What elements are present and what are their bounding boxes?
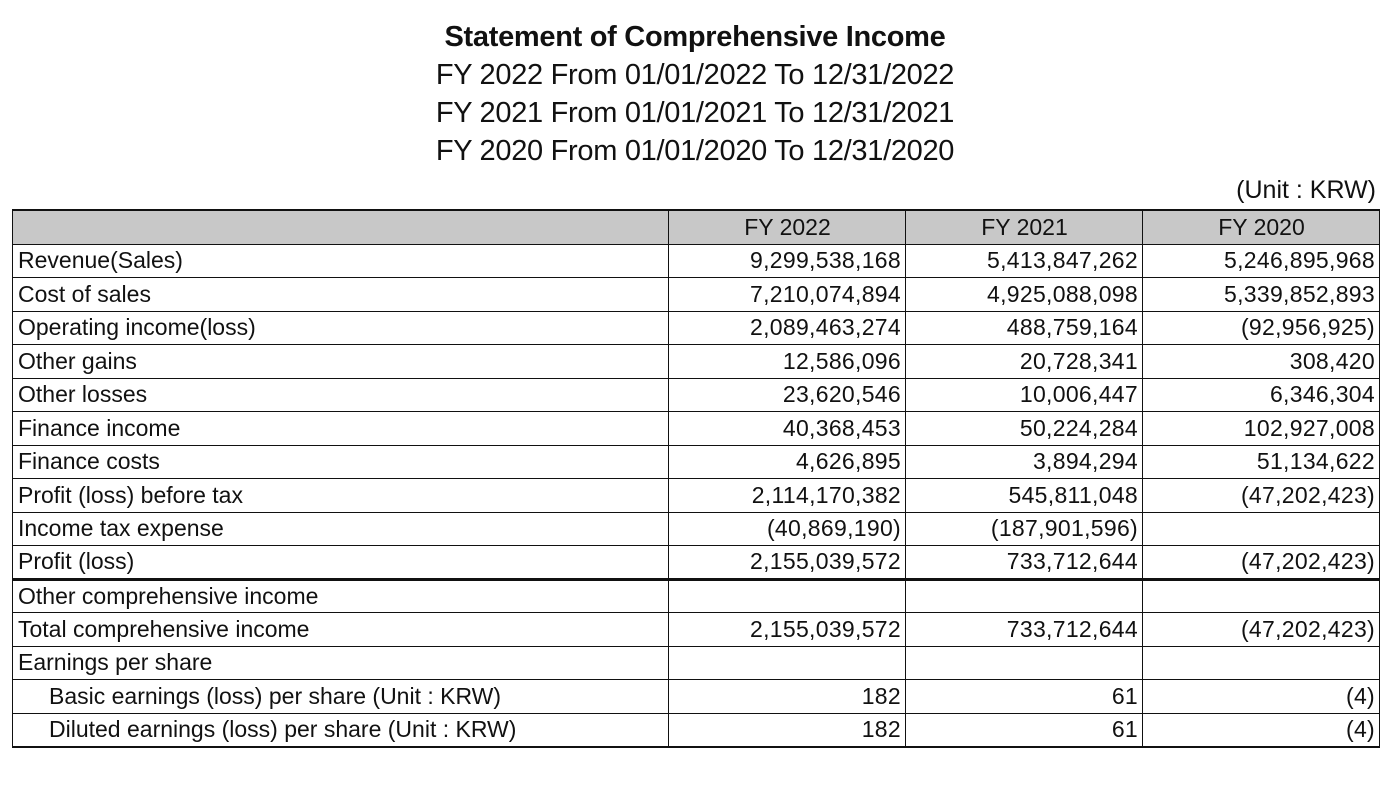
value-fy2020: (4): [1143, 680, 1380, 714]
value-fy2020: 5,339,852,893: [1143, 278, 1380, 312]
table-row: [13, 311, 1380, 345]
statement-header: [0, 18, 1390, 170]
column-header-fy2021: FY 2021: [906, 210, 1143, 244]
value-fy2021: 733,712,644: [906, 613, 1143, 647]
value-fy2022: 23,620,546: [669, 378, 906, 412]
value-fy2020: 6,346,304: [1143, 378, 1380, 412]
value-fy2022: 7,210,074,894: [669, 278, 906, 312]
table-row: [13, 244, 1380, 278]
value-fy2021: 61: [906, 680, 1143, 714]
value-fy2020: (4): [1143, 713, 1380, 747]
statement-title: Statement of Comprehensive Income: [444, 21, 946, 53]
row-label: Finance income: [13, 412, 669, 446]
table-row: [13, 713, 1380, 747]
value-fy2020: (47,202,423): [1143, 546, 1380, 580]
table-row: [13, 646, 1380, 680]
row-label: Finance costs: [13, 445, 669, 479]
unit-label: (Unit : KRW): [1236, 176, 1376, 204]
value-fy2021: 3,894,294: [906, 445, 1143, 479]
value-fy2020: 308,420: [1143, 345, 1380, 379]
row-label: Other comprehensive income: [13, 579, 669, 613]
value-fy2021: 20,728,341: [906, 345, 1143, 379]
table-header-row: [13, 210, 1380, 244]
row-label: Basic earnings (loss) per share (Unit : KRW): [13, 680, 669, 714]
value-fy2021: 10,006,447: [906, 378, 1143, 412]
row-label: Other gains: [13, 345, 669, 379]
row-label: Cost of sales: [13, 278, 669, 312]
value-fy2022: 182: [669, 680, 906, 714]
row-label: Profit (loss) before tax: [13, 479, 669, 513]
value-fy2021: 545,811,048: [906, 479, 1143, 513]
value-fy2020: 51,134,622: [1143, 445, 1380, 479]
value-fy2020: [1143, 579, 1380, 613]
value-fy2021: [906, 579, 1143, 613]
table-row: [13, 512, 1380, 546]
value-fy2021: [906, 646, 1143, 680]
value-fy2022: 40,368,453: [669, 412, 906, 446]
value-fy2020: (47,202,423): [1143, 613, 1380, 647]
value-fy2022: (40,869,190): [669, 512, 906, 546]
row-label: Earnings per share: [13, 646, 669, 680]
row-label: Other losses: [13, 378, 669, 412]
row-label: Income tax expense: [13, 512, 669, 546]
value-fy2022: 2,155,039,572: [669, 613, 906, 647]
value-fy2021: 5,413,847,262: [906, 244, 1143, 278]
table-row: [13, 445, 1380, 479]
table-row: [13, 613, 1380, 647]
value-fy2021: (187,901,596): [906, 512, 1143, 546]
value-fy2022: 12,586,096: [669, 345, 906, 379]
value-fy2022: [669, 579, 906, 613]
table-row: [13, 412, 1380, 446]
column-header-label: [13, 210, 669, 244]
row-label: Profit (loss): [13, 546, 669, 580]
value-fy2021: 4,925,088,098: [906, 278, 1143, 312]
table-row: [13, 546, 1380, 580]
value-fy2022: [669, 646, 906, 680]
value-fy2021: 733,712,644: [906, 546, 1143, 580]
value-fy2022: 2,114,170,382: [669, 479, 906, 513]
period-fy2022: FY 2022 From 01/01/2022 To 12/31/2022: [435, 59, 955, 91]
row-label: Diluted earnings (loss) per share (Unit : KRW): [13, 713, 669, 747]
value-fy2022: 2,089,463,274: [669, 311, 906, 345]
value-fy2022: 182: [669, 713, 906, 747]
value-fy2021: 61: [906, 713, 1143, 747]
table-row: [13, 579, 1380, 613]
value-fy2020: [1143, 646, 1380, 680]
row-label: Operating income(loss): [13, 311, 669, 345]
value-fy2021: 488,759,164: [906, 311, 1143, 345]
value-fy2022: 9,299,538,168: [669, 244, 906, 278]
row-label: Revenue(Sales): [13, 244, 669, 278]
table-row: [13, 479, 1380, 513]
value-fy2020: [1143, 512, 1380, 546]
value-fy2020: (92,956,925): [1143, 311, 1380, 345]
value-fy2022: 4,626,895: [669, 445, 906, 479]
column-header-fy2022: FY 2022: [669, 210, 906, 244]
value-fy2022: 2,155,039,572: [669, 546, 906, 580]
period-fy2020: FY 2020 From 01/01/2020 To 12/31/2020: [435, 135, 955, 167]
row-label: Total comprehensive income: [13, 613, 669, 647]
value-fy2020: 5,246,895,968: [1143, 244, 1380, 278]
column-header-fy2020: FY 2020: [1143, 210, 1380, 244]
value-fy2020: (47,202,423): [1143, 479, 1380, 513]
table-row: [13, 345, 1380, 379]
table-row: [13, 680, 1380, 714]
table-row: [13, 378, 1380, 412]
value-fy2020: 102,927,008: [1143, 412, 1380, 446]
table-row: [13, 278, 1380, 312]
income-statement-table: [12, 209, 1380, 748]
value-fy2021: 50,224,284: [906, 412, 1143, 446]
period-fy2021: FY 2021 From 01/01/2021 To 12/31/2021: [435, 97, 955, 129]
